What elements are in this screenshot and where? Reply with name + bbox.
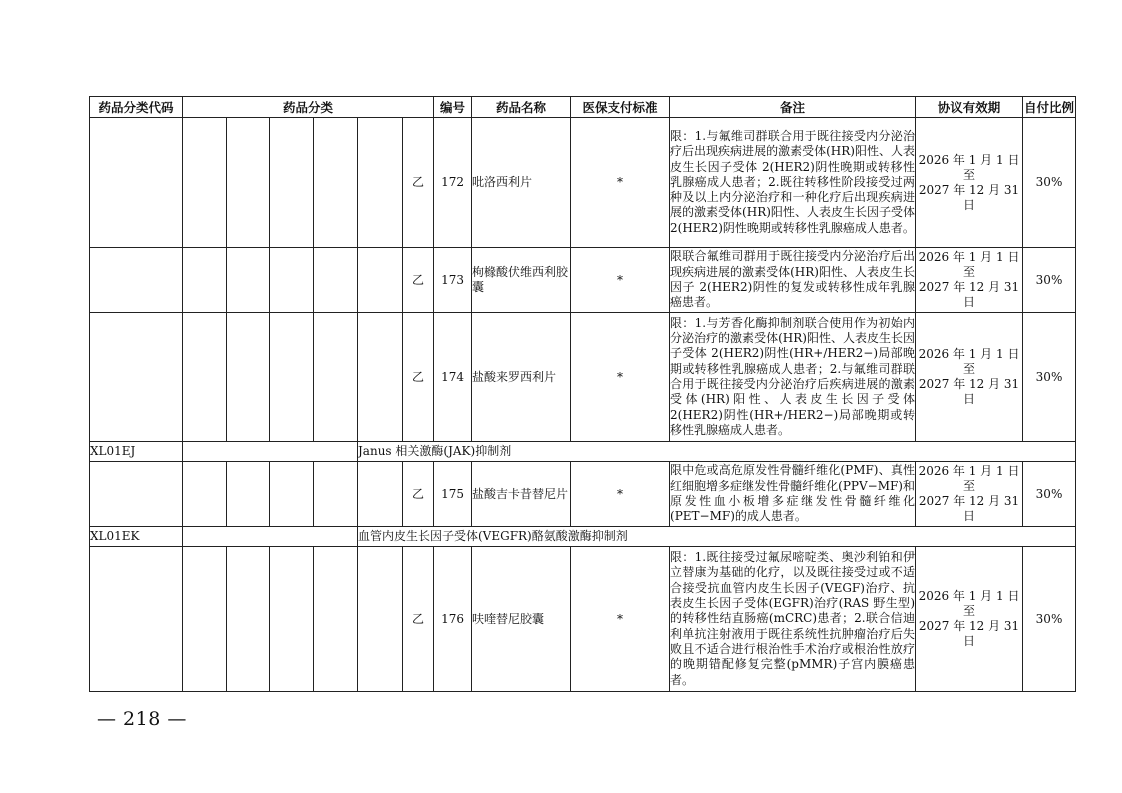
header-remarks: 备注	[670, 97, 916, 118]
drug-number: 173	[434, 248, 472, 313]
validity-end: 2027 年 12 月 31 日	[918, 182, 1020, 212]
header-number: 编号	[434, 97, 472, 118]
self-pay-ratio: 30%	[1023, 118, 1076, 248]
drug-type: 乙	[403, 118, 434, 248]
self-pay-ratio: 30%	[1023, 547, 1076, 692]
validity-end: 2027 年 12 月 31 日	[918, 494, 1020, 523]
header-row	[90, 97, 1076, 118]
payment-standard: *	[571, 248, 670, 313]
validity-start: 2026 年 1 月 1 日至	[918, 347, 1020, 376]
drug-type: 乙	[403, 248, 434, 313]
category-label: 血管内皮生长因子受体(VEGFR)酪氨酸激酶抑制剂	[358, 527, 1076, 547]
header-code: 药品分类代码	[90, 97, 183, 118]
drug-name: 盐酸吉卡昔替尼片	[472, 462, 571, 527]
validity-start: 2026 年 1 月 1 日至	[918, 152, 1020, 182]
drug-name: 盐酸来罗西利片	[472, 313, 571, 442]
validity	[916, 118, 1023, 248]
drug-number: 174	[434, 313, 472, 442]
payment-standard: *	[571, 547, 670, 692]
remarks: 限：1.与氟维司群联合用于既往接受内分泌治疗后出现疾病进展的激素受体(HR)阳性、人表皮生长因子受体 2(HER2)阴性晚期或转移性乳腺癌成人患者；2.既往转移性阶段接受过两种及以上内分泌治疗和一种化疗后出现疾病进展的激素受体(HR)阳性、人表皮生长因子受体 2(HER2)阴性晚期或转移性乳腺癌成人患者。	[670, 118, 916, 248]
drug-name: 呋喹替尼胶囊	[472, 547, 571, 692]
self-pay-ratio: 30%	[1023, 313, 1076, 442]
drug-number: 176	[434, 547, 472, 692]
category-label: Janus 相关激酶(JAK)抑制剂	[358, 442, 1076, 462]
drug-name: 吡洛西利片	[472, 118, 571, 248]
remarks: 限：1.与芳香化酶抑制剂联合使用作为初始内分泌治疗的激素受体(HR)阳性、人表皮生长因子受体 2(HER2)阴性(HR+/HER2−)局部晚期或转移性乳腺癌成人患者；2.与氟维司群联合用于既往接受内分泌治疗后疾病进展的激素受体(HR)阳性、人表皮生长因子受体 2(HER2)阴性(HR+/HER2−)局部晚期或转移性乳腺癌成人患者。	[670, 313, 916, 442]
category-group-row	[90, 442, 1076, 462]
remarks: 限联合氟维司群用于既往接受内分泌治疗后出现疾病进展的激素受体(HR)阳性、人表皮生长因子 2(HER2)阴性的复发或转移性成年乳腺癌患者。	[670, 248, 916, 313]
table-row	[90, 462, 1076, 527]
self-pay-ratio: 30%	[1023, 248, 1076, 313]
validity-end: 2027 年 12 月 31 日	[918, 377, 1020, 406]
drug-list-table	[89, 96, 1076, 692]
table-row	[90, 547, 1076, 692]
table-row	[90, 313, 1076, 442]
payment-standard: *	[571, 462, 670, 527]
payment-standard: *	[571, 313, 670, 442]
validity	[916, 313, 1023, 442]
validity	[916, 462, 1023, 527]
remarks: 限：1.既往接受过氟尿嘧啶类、奥沙利铂和伊立替康为基础的化疗，以及既往接受过或不适合接受抗血管内皮生长因子(VEGF)治疗、抗表皮生长因子受体(EGFR)治疗(RAS 野生型)的转移性结直肠癌(mCRC)患者；2.联合信迪利单抗注射液用于既往系统性抗肿瘤治疗后失败且不适合进行根治性手术治疗或根治性放疗的晚期错配修复完整(pMMR)子宫内膜癌患者。	[670, 547, 916, 692]
drug-number: 172	[434, 118, 472, 248]
validity	[916, 547, 1023, 692]
validity-start: 2026 年 1 月 1 日至	[918, 464, 1020, 493]
category-code: XL01EJ	[90, 442, 183, 462]
payment-standard: *	[571, 118, 670, 248]
category-group-row	[90, 527, 1076, 547]
drug-type: 乙	[403, 462, 434, 527]
self-pay-ratio: 30%	[1023, 462, 1076, 527]
validity-end: 2027 年 12 月 31 日	[918, 619, 1020, 648]
page-number: — 218 —	[97, 708, 187, 730]
validity-start: 2026 年 1 月 1 日至	[918, 589, 1020, 618]
header-standard: 医保支付标准	[571, 97, 670, 118]
drug-type: 乙	[403, 313, 434, 442]
header-validity: 协议有效期	[916, 97, 1023, 118]
validity	[916, 248, 1023, 313]
drug-type: 乙	[403, 547, 434, 692]
header-name: 药品名称	[472, 97, 571, 118]
validity-end: 2027 年 12 月 31 日	[918, 280, 1020, 309]
table-row	[90, 118, 1076, 248]
header-ratio: 自付比例	[1023, 97, 1076, 118]
remarks: 限中危或高危原发性骨髓纤维化(PMF)、真性红细胞增多症继发性骨髓纤维化(PPV−MF)和原发性血小板增多症继发性骨髓纤维化(PET−MF)的成人患者。	[670, 462, 916, 527]
drug-name: 枸橼酸伏维西利胶囊	[472, 248, 571, 313]
category-code: XL01EK	[90, 527, 183, 547]
validity-start: 2026 年 1 月 1 日至	[918, 250, 1020, 279]
table-row	[90, 248, 1076, 313]
header-category: 药品分类	[183, 97, 434, 118]
drug-number: 175	[434, 462, 472, 527]
